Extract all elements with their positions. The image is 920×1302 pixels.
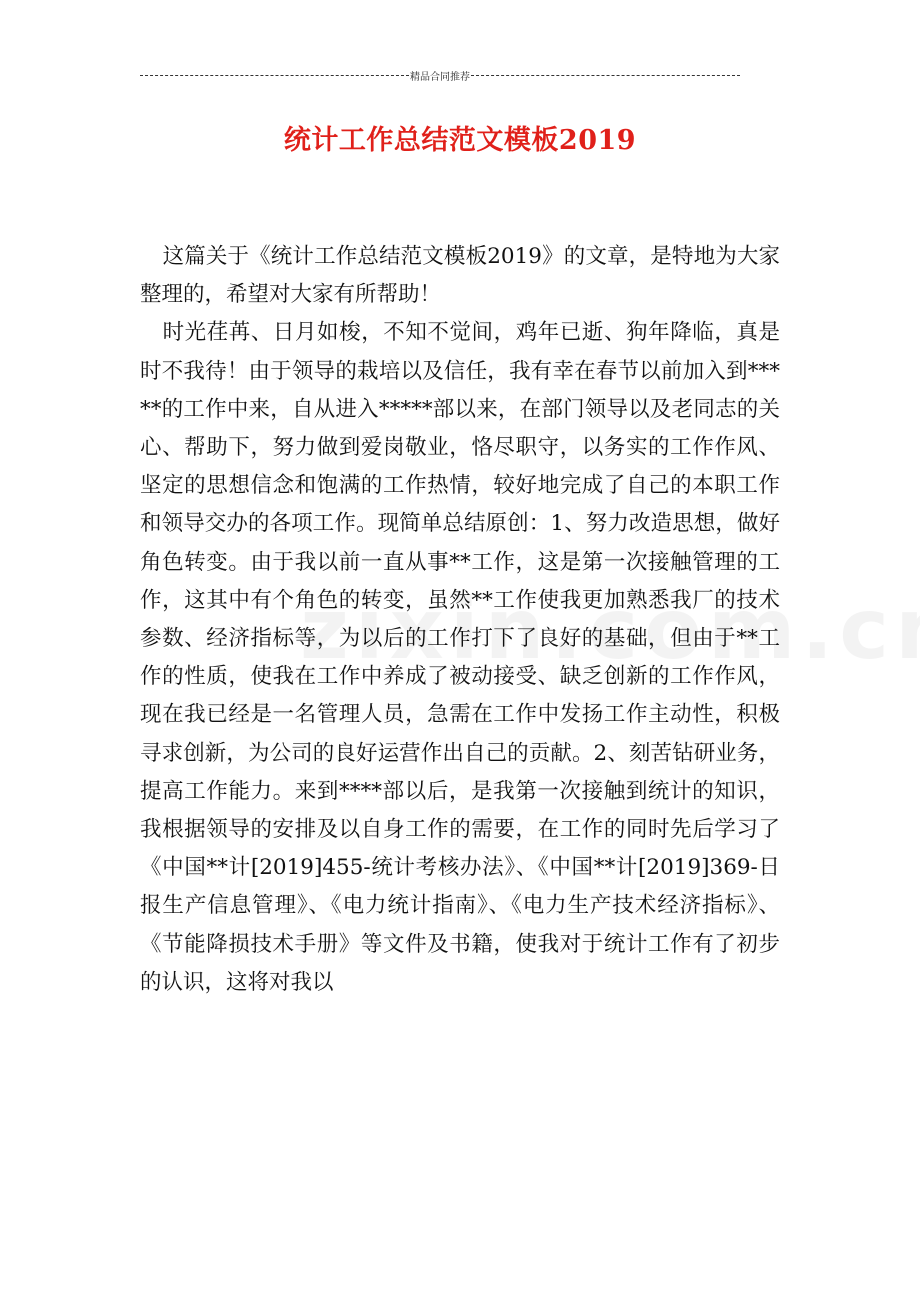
paragraph-main: 时光荏苒、日月如梭，不知不觉间，鸡年已逝、狗年降临，真是时不我待！由于领导的栽培以及信任，我有幸在春节以前加入到*****的工作中来，自从进入*****部以来，在部门领导以及老同志的关心、帮助下，努力做到爱岗敬业，恪尽职守，以务实的工作作风、坚定的思想信念和饱满的工作热情，较好地完成了自己的本职工作和领导交办的各项工作。现简单总结原创：1、努力改造思想，做好角色转变。由于我以前一直从事**工作，这是第一次接触管理的工作，这其中有个角色的转变，虽然**工作使我更加熟悉我厂的技术参数、经济指标等，为以后的工作打下了良好的基础，但由于**工作的性质，使我在工作中养成了被动接受、缺乏创新的工作作风，现在我已经是一名管理人员，急需在工作中发扬工作主动性，积极寻求创新，为公司的良好运营作出自己的贡献。2、刻苦钻研业务，提高工作能力。来到****部以后，是我第一次接触到统计的知识，我根据领导的安排及以自身工作的需要，在工作的同时先后学习了《中国**计[2019]455-统计考核办法》、《中国**计[2019]369-日报生产信息管理》、《电力统计指南》、《电力生产技术经济指标》、《节能降损技术手册》等文件及书籍，使我对于统计工作有了初步的认识，这将对我以 — [140, 320, 780, 995]
header-dashes-left — [140, 75, 409, 76]
document-body — [140, 238, 780, 1002]
page-header — [140, 67, 740, 83]
document-title: 统计工作总结范文模板2019 — [283, 125, 637, 156]
header-dashes-right — [471, 75, 740, 76]
paragraph-intro: 这篇关于《统计工作总结范文模板2019》的文章，是特地为大家整理的，希望对大家有所帮助！ — [140, 244, 780, 308]
header-label: 精品合同推荐 — [410, 71, 470, 83]
